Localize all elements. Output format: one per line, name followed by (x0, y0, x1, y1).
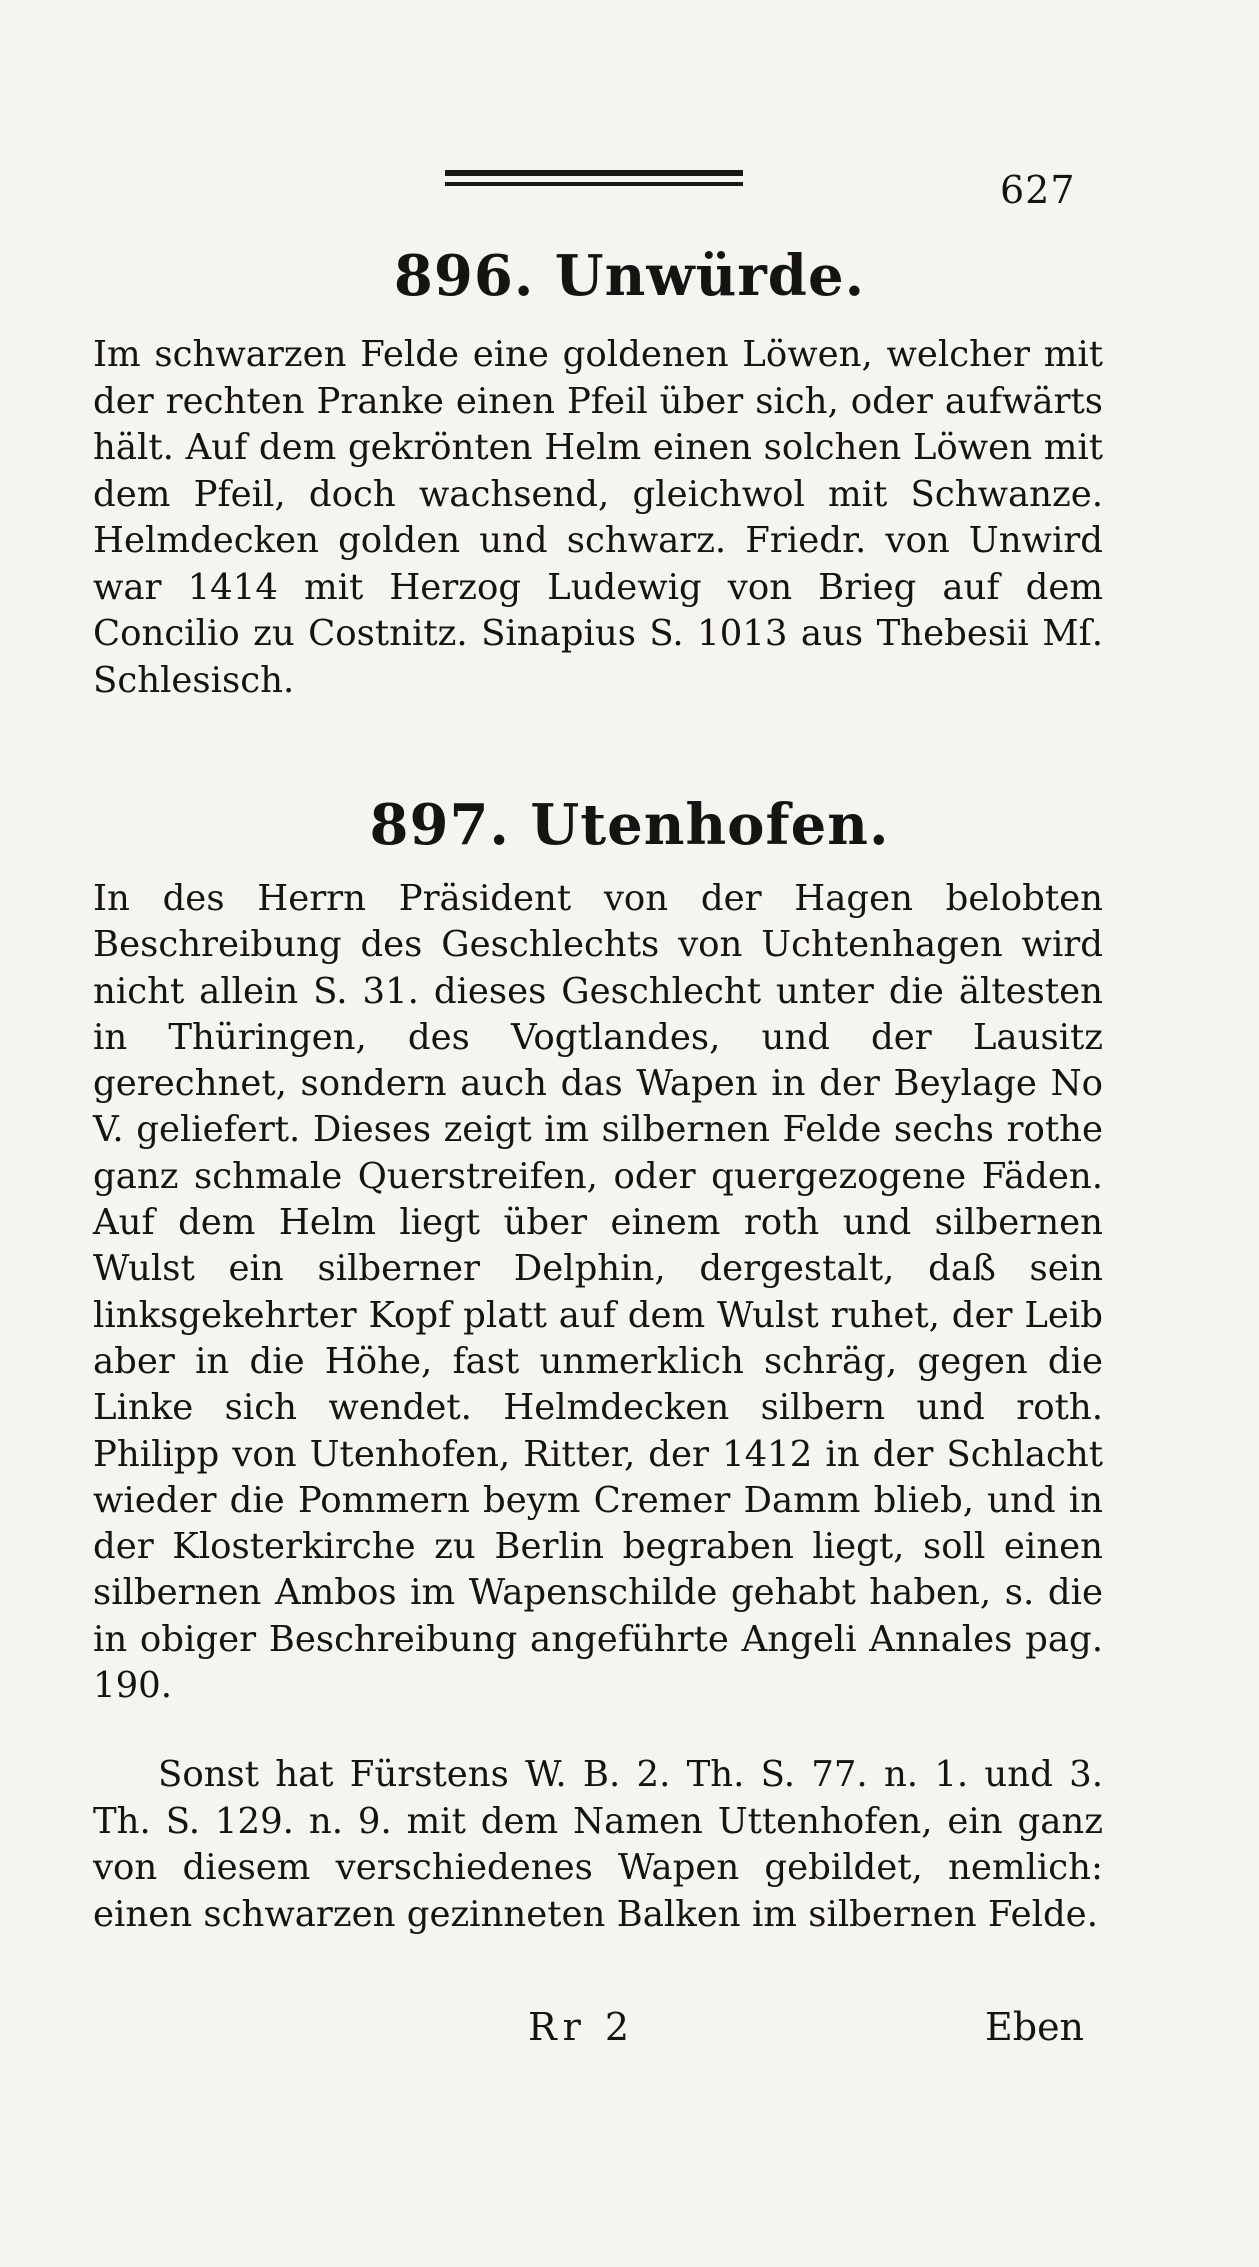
section-897-paragraph-2: Sonst hat Fürstens W. B. 2. Th. S. 77. n. 1. und 3. Th. S. 129. n. 9. mit dem Namen Uttenhofen, ein ganz von diesem verschiedenes Wapen gebildet, nemlich: einen schwarzen gezinneten Balken im silbernen Felde. (93, 1754, 1103, 1935)
header-rule-secondary (445, 182, 743, 186)
section-897-paragraph-1: In des Herrn Präsident von der Hagen belobten Beschreibung des Geschlechts von Uchtenhagen wird nicht allein S. 31. dieses Geschlecht unter die ältesten in Thüringen, des Vogtlandes, und der Lausitz gerechnet, sondern auch das Wapen in der Beylage No V. geliefert. Dieses zeigt im silbernen Felde sechs rothe ganz schmale Querstreifen, oder quergezogene Fäden. Auf dem Helm liegt über einem roth und silbernen Wulst ein silberner Delphin, dergestalt, daß sein linksgekehrter Kopf platt auf dem Wulst ruhet, der Leib aber in die Höhe, fast unmerklich schräg, gegen die Linke sich wendet. Helmdecken silbern und roth. Philipp von Utenhofen, Ritter, der 1412 in der Schlacht wieder die Pommern beym Cremer Damm blieb, und in der Klosterkirche zu Berlin begraben liegt, soll einen silbernen Ambos im Wapenschilde gehabt haben, s. die in obiger Beschreibung angeführte Angeli Annales pag. 190. (93, 878, 1103, 1707)
page-number: 627 (1000, 168, 1076, 212)
page-footer (0, 2005, 1259, 2055)
signature-mark: Rr 2 (528, 2005, 636, 2049)
catchword: Eben (985, 2005, 1085, 2049)
section-heading-897: 897. Utenhofen. (369, 792, 890, 858)
header-rule (445, 170, 743, 176)
section-heading-896: 896. Unwürde. (393, 243, 866, 309)
section-896-paragraph: Im schwarzen Felde eine goldenen Löwen, welcher mit der rechten Pranke einen Pfeil über sich, oder aufwärts hält. Auf dem gekrönten Helm einen solchen Löwen mit dem Pfeil, doch wachsend, gleichwol mit Schwanze. Helmdecken golden und schwarz. Friedr. von Unwird war 1414 mit Herzog Ludewig von Brieg auf dem Concilio zu Costnitz. Sinapius S. 1013 aus Thebesii Mſ. Schlesisch. (93, 334, 1103, 701)
